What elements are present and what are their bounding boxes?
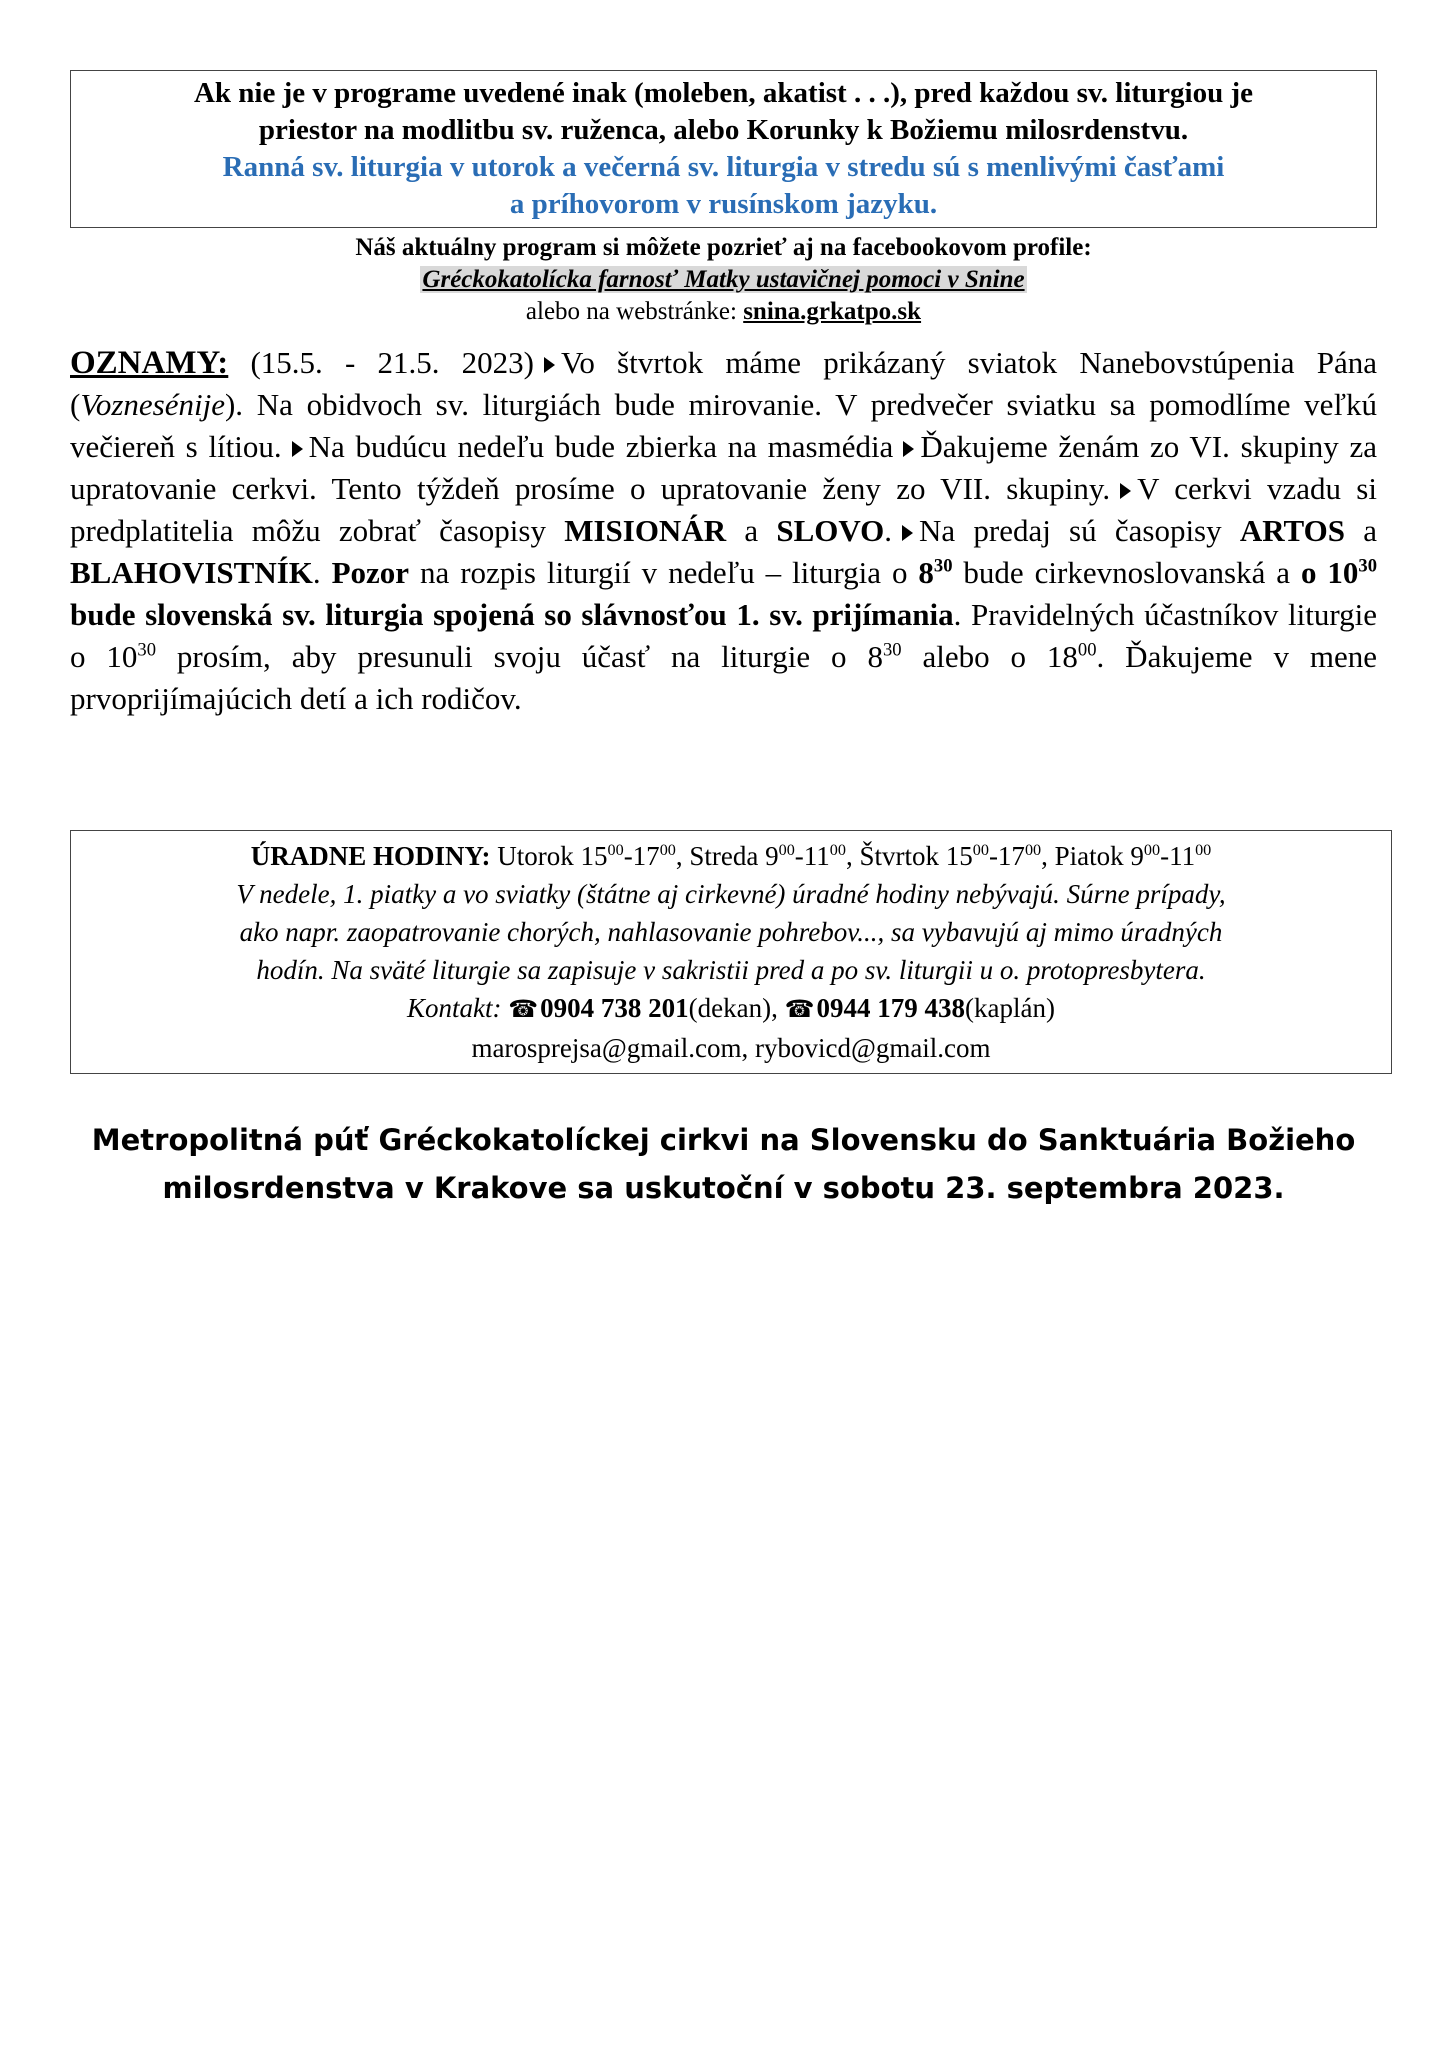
triangle-bullet-icon (902, 525, 913, 541)
notice-line-2: priestor na modlitbu sv. ruženca, alebo Korunky k Božiemu milosrdenstvu. (258, 114, 1189, 146)
contact-line: Kontakt: ☎0904 738 201(dekan), ☎0944 179 438(kaplán) (71, 989, 1391, 1029)
office-note-3: hodín. Na sväté liturgie sa zapisuje v sakristii pred a po sv. liturgii u o. protopresbytera. (256, 955, 1206, 985)
telephone-icon: ☎ (508, 997, 539, 1023)
office-hours-box (70, 830, 1392, 1074)
announcements: OZNAMY: (15.5. - 21.5. 2023) Vo štvrtok máme prikázaný sviatok Nanebovstúpenia Pána (Voznesénije). Na obidvoch sv. liturgiách bude mirovanie. V predvečer sviatku sa pomodlíme veľkú večiereň s lítiou. Na budúcu nedeľu bude zbierka na masmédia Ďakujeme ženám zo VI. skupiny za upratovanie cerkvi. Tento týždeň prosíme o upratovanie ženy zo VII. skupiny. V cerkvi vzadu si predplatitelia môžu zobrať časopisy MISIONÁR a SLOVO. Na predaj sú časopisy ARTOS a BLAHOVISTNÍK. Pozor na rozpis liturgií v nedeľu – liturgia o $8^{30}$ bude cirkevnoslovanská a o $10^{30}$ bude slovenská sv. liturgia spojená so slávnosťou 1. sv. prijímania. Pravidelných účastníkov liturgie o $10^{30}$ prosím, aby presunuli svoju účasť na liturgie o $8^{30}$ alebo o $18^{00}$. Ďakujeme v mene prvoprijímajúcich detí a ich rodičov. (70, 345, 1378, 716)
pilgrimage-notice (70, 1116, 1377, 1212)
pilgrimage-line-2: milosrdenstva v Krakove sa uskutoční v sobotu 23. septembra 2023. (162, 1171, 1285, 1205)
announcements-heading: OZNAMY: (70, 345, 229, 381)
triangle-bullet-icon (544, 357, 555, 373)
announcements-dates: (15.5. - 21.5. 2023) (250, 345, 534, 380)
phone-dekan[interactable]: 0904 738 201 (540, 993, 689, 1023)
triangle-bullet-icon (1120, 483, 1131, 499)
facebook-info (70, 232, 1377, 328)
triangle-bullet-icon (903, 441, 914, 457)
notice-blue-line-1: Ranná sv. liturgia v utorok a večerná sv. liturgia v stredu sú s menlivými časťami (222, 151, 1225, 183)
triangle-bullet-icon (292, 441, 303, 457)
phone-kaplan[interactable]: 0944 179 438 (816, 993, 966, 1023)
website-line: alebo na webstránke: snina.grkatpo.sk (525, 298, 922, 325)
notice-blue-line-2: a príhovorom v rusínskom jazyku. (509, 188, 938, 220)
pilgrimage-line-1: Metropolitná púť Gréckokatolíckej cirkvi na Slovensku do Sanktuária Božieho (91, 1123, 1356, 1157)
contact-emails[interactable]: marosprejsa@gmail.com, rybovicd@gmail.com (471, 1033, 991, 1063)
telephone-icon: ☎ (784, 997, 815, 1023)
office-note-2: ako napr. zaopatrovanie chorých, nahlasovanie pohrebov..., sa vybavujú aj mimo úradných (239, 917, 1223, 947)
liturgy-notice-box (70, 70, 1377, 228)
office-hours-line: ÚRADNE HODINY: Utorok $15^{00}-17^{00}$, Streda $9^{00}-11^{00}$, Štvrtok $15^{00}-17^{00}$, Piatok $9^{00}-11^{00}$ (250, 841, 1212, 871)
office-note-1: V nedele, 1. piatky a vo sviatky (štátne aj cirkevné) úradné hodiny nebývajú. Súrne prípady, (236, 879, 1226, 909)
facebook-profile-link[interactable]: Gréckokatolícka farnosť Matky ustavičnej pomoci v Snine (422, 266, 1025, 293)
website-link[interactable]: snina.grkatpo.sk (743, 298, 922, 325)
notice-line-1: Ak nie je v programe uvedené inak (moleben, akatist . . .), pred každou sv. liturgiou je (193, 77, 1254, 109)
facebook-intro: Náš aktuálny program si môžete pozrieť aj na facebookovom profile: (355, 234, 1092, 261)
